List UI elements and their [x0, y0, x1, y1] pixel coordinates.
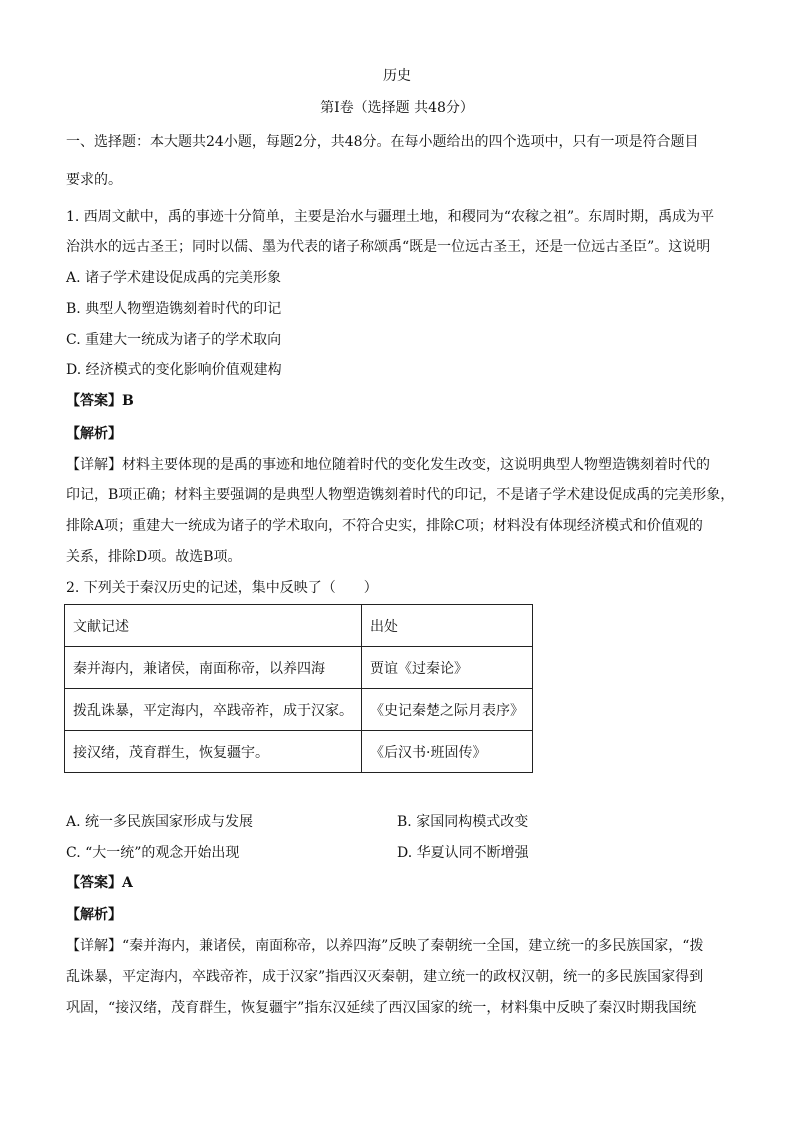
q1-option-c: C. 重建大一统成为诸子的学术取向: [66, 332, 282, 348]
instructions-line-1: 一、选择题：本大题共24小题，每题2分，共48分。在每小题给出的四个选项中，只有一项是符合题目: [66, 134, 699, 150]
q1-option-b: B. 典型人物塑造镌刻着时代的印记: [66, 301, 282, 317]
q1-analysis-label: 【解析】: [66, 426, 122, 442]
table-row: [65, 647, 533, 689]
q2-detail-line-3: 巩固，“接汉绪，茂育群生，恢复疆宇”指东汉延续了西汉国家的统一，材料集中反映了秦汉时期我国统: [66, 1000, 697, 1016]
table-cell: 《后汉书·班固传》: [362, 731, 533, 773]
section-heading: 第Ⅰ卷（选择题 共48分）: [320, 100, 474, 116]
records-table: [64, 604, 533, 773]
q2-analysis-label: 【解析】: [66, 907, 122, 923]
table-header-cell: 出处: [362, 605, 533, 647]
table-row: [65, 689, 533, 731]
instructions-line-2: 要求的。: [66, 172, 122, 188]
q2-detail-line-2: 乱诛暴，平定海内，卒践帝祚，成于汉家”指西汉灭秦朝，建立统一的政权汉朝，统一的多民族国家得到: [66, 969, 704, 985]
q2-option-a: A. 统一多民族国家形成与发展: [66, 814, 254, 830]
table-row: [65, 731, 533, 773]
table-cell: 贾谊《过秦论》: [362, 647, 533, 689]
page-title: 历史: [383, 68, 411, 84]
q1-detail-line-2: 印记，B项正确；材料主要强调的是典型人物塑造镌刻着时代的印记，不是诸子学术建设促成禹的完美形象，: [66, 487, 735, 503]
q2-answer: 【答案】A: [66, 875, 133, 891]
table-header-row: [65, 605, 533, 647]
q2-detail-line-1: 【详解】“秦并海内，兼诸侯，南面称帝，以养四海”反映了秦朝统一全国，建立统一的多民族国家，“拨: [66, 938, 704, 954]
q1-stem-line-1: 1. 西周文献中，禹的事迹十分简单，主要是治水与疆理土地，和稷同为“农稼之祖”。东周时期，禹成为平: [66, 209, 715, 225]
table-cell: 秦并海内，兼诸侯，南面称帝，以养四海: [65, 647, 362, 689]
q2-option-d: D. 华夏认同不断增强: [397, 845, 529, 861]
q1-option-d: D. 经济模式的变化影响价值观建构: [66, 362, 282, 378]
q2-option-c: C. “大一统”的观念开始出现: [66, 845, 240, 861]
table-cell: 接汉绪，茂育群生，恢复疆宇。: [65, 731, 362, 773]
q1-stem-line-2: 治洪水的远古圣王；同时以儒、墨为代表的诸子称颂禹“既是一位远古圣王，还是一位远古圣臣”。这说明: [66, 239, 711, 255]
q2-option-b: B. 家国同构模式改变: [397, 814, 529, 830]
q2-stem: 2. 下列关于秦汉历史的记述，集中反映了（ ）: [66, 580, 378, 596]
q1-detail-line-3: 排除A项；重建大一统成为诸子的学术取向，不符合史实，排除C项；材料没有体现经济模式和价值观的: [66, 518, 703, 534]
table-header-cell: 文献记述: [65, 605, 362, 647]
q1-answer: 【答案】B: [66, 393, 134, 409]
q1-option-a: A. 诸子学术建设促成禹的完美形象: [66, 270, 282, 286]
table-cell: 《史记秦楚之际月表序》: [362, 689, 533, 731]
table-cell: 拨乱诛暴，平定海内，卒践帝祚，成于汉家。: [65, 689, 362, 731]
q1-detail-line-1: 【详解】材料主要体现的是禹的事迹和地位随着时代的变化发生改变，这说明典型人物塑造镌刻着时代的: [66, 457, 710, 473]
q1-detail-line-4: 关系，排除D项。故选B项。: [66, 549, 242, 565]
